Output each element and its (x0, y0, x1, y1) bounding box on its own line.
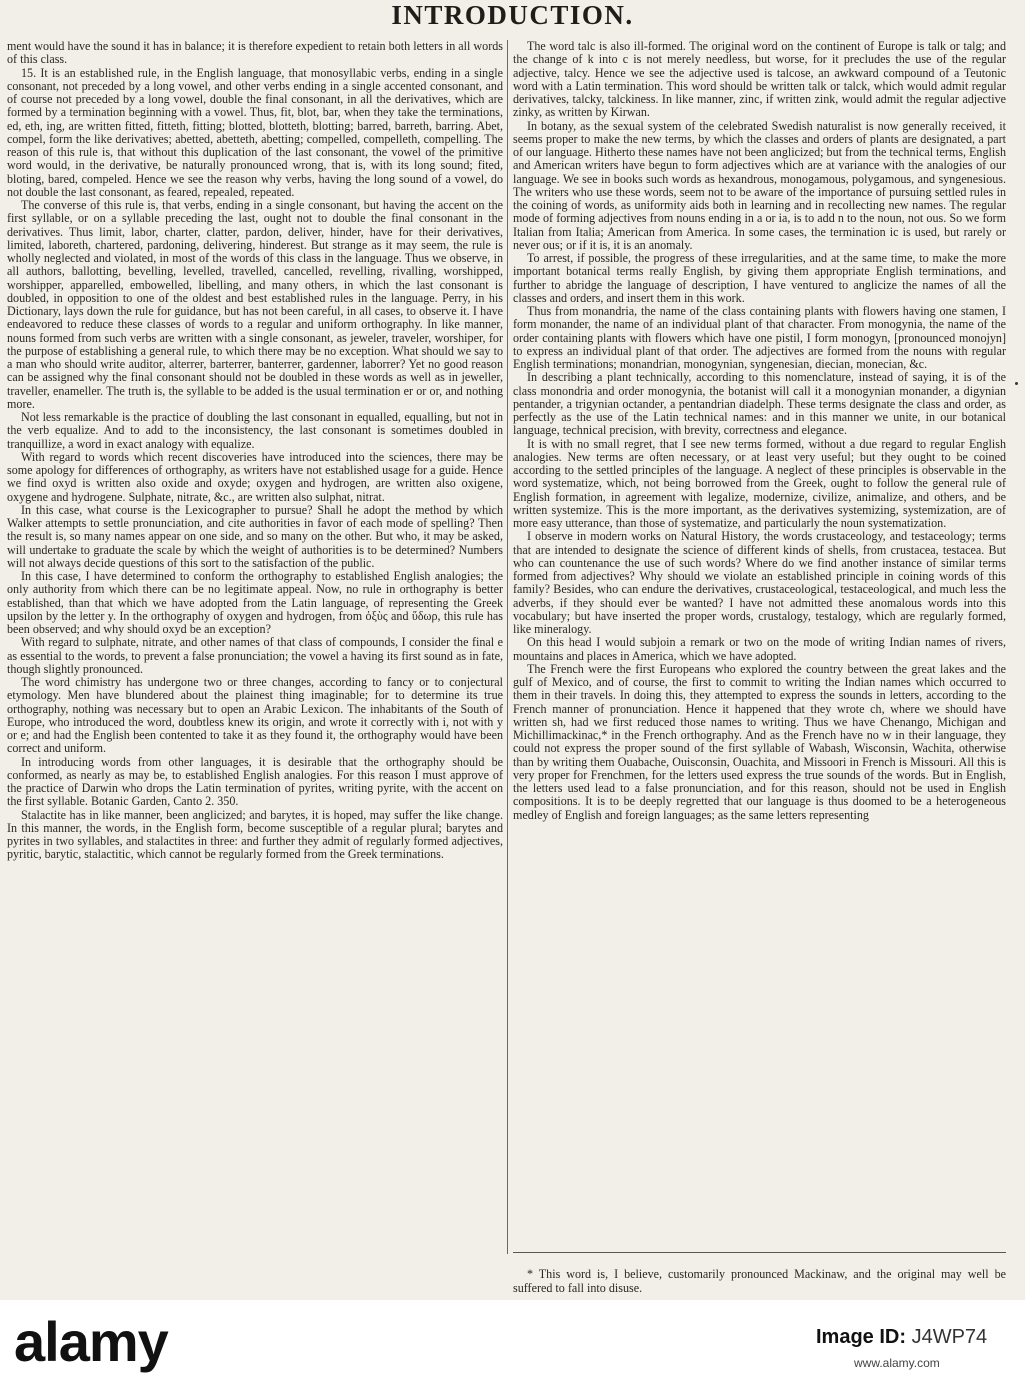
left-column (7, 40, 503, 1298)
paragraph: In this case, I have determined to conform the orthography to established English analogies; the only authority from which there can be no legitimate appeal. Now, no rule in orthography is better established, than that which we have adopted from the Latin language, of representing the Greek upsilon by the letter y. In the orthography of oxygen and hydrogen, from ὀξὺς and ὕδωρ, this rule has been observed; and why should oxyd be an exception? (7, 569, 503, 636)
right-column (513, 40, 1006, 1298)
footnote-rule (513, 1252, 1006, 1253)
paragraph: In introducing words from other languages, it is desirable that the orthography should be conformed, as nearly as may be, to established English analogies. For this reason I must approve of the practice of Darwin who drops the Latin termination of pyrites, writing pyrite, with the accent on the first syllable. Botanic Garden, Canto 2. 350. (7, 754, 503, 809)
paragraph: I observe in modern works on Natural History, the words crustaceology, and testaceology; terms that are intended to designate the science of different kinds of shells, from crustacea, testacea. But who can countenance the use of such words? Where do we find another instance of similar terms formed from adjectives? Why should we violate an established principle in coining words of this family? Besides, who can endure the derivatives, crustaceological, testaceological, and much less the adverbs, if they should ever be wanted? I have not admitted these anomalous words into this vocabulary; but have inserted the proper words, crustalogy, testalogy, which are regularly formed, like mineralogy. (513, 529, 1006, 636)
paragraph: With regard to words which recent discoveries have introduced into the sciences, there may be some apology for differences of orthography, as writers have not established usage for a guide. Hence we find oxyd is written also oxide and oxyde; oxygen and hydrogen, are written also oxigene, oxygene and hydrogene. Sulphate, nitrate, &c., are written also sulphat, nitrat. (7, 449, 503, 504)
footnote-text: * This word is, I believe, customarily pronounced Mackinaw, and the original may well be suffered to fall into disuse. (513, 1267, 1006, 1295)
paragraph: The converse of this rule is, that verbs, ending in a single consonant, but having the accent on the first syllable, or on a syllable preceding the last, ought not to double the final consonant in the derivatives. Thus limit, labor, charter, clatter, pardon, deliver, hinder, have for their derivatives, limited, laboreth, chartered, pardoning, delivering, hinderest. But strange as it may seem, the rule is wholly neglected and violated, in most of the words of this class in the language. Thus we observe, in all authors, ballotting, bevelling, levelled, travelled, cancelled, revelling, rivalling, worshipped, worshipper, apparelled, embowelled, libelling, and many others, in which the last consonant is doubled, in opposition to one of the oldest and best established rules in the language. Perry, in his Dictionary, lays down the rule for guidance, but has not been careful, in all cases, to observe it. I have endeavored to reduce these classes of words to a regular and uniform orthography. In like manner, nouns formed from such verbs are written with a single consonant, as jeweler, traveler, worshiper, for the purpose of establishing a general rule, to which there may be no exception. What should we say to a man who should write auditor, alterrer, barterrer, banterrer, gardenner, laborrer? Yet no good reason can be assigned why the final consonant should not be doubled in these words as well as in jeweller, traveller, enameller. The truth is, the syllable to be added is the usual termination er or or, and nothing more. (7, 198, 503, 411)
margin-mark (1015, 382, 1018, 385)
paragraph: On this head I would subjoin a remark or two on the mode of writing Indian names of rivers, mountains and places in America, which we have adopted. (513, 635, 1006, 663)
paragraph: The word chimistry has undergone two or three changes, according to fancy or to conjectural etymology. Men have blundered about the plainest thing imaginable; for to determine its true orthography, nothing was necessary but to open an Arabic Lexicon. The inhabitants of the South of Europe, who introduced the word, doubtless knew its origin, and wrote it correctly with i, not with y or e; and had the English been contented to take it as they found it, the orthography would have been correct and uniform. (7, 675, 503, 756)
image-id-value: J4WP74 (911, 1326, 988, 1348)
column-divider (507, 40, 508, 1254)
page-title: INTRODUCTION. (391, 0, 634, 30)
watermark-image-id (816, 1326, 987, 1348)
paragraph: It is with no small regret, that I see new terms formed, without a due regard to regular English analogies. New terms are often necessary, or at least very useful; but they ought to be coined according to the settled principles of the language. A neglect of these principles is observable in the word systematize, which, not being borrowed from the Greek, ought to follow the general rule of English formation, in agreement with legalize, modernize, civilize, animalize, and others, and be written systemize. This is the more important, as the derivatives systemizing, systemization, are of more easy utterance, than those of systematize, and particularly the noun systematization. (513, 436, 1006, 530)
paragraph: ment would have the sound it has in balance; it is therefore expedient to retain both letters in all words of this class. (7, 40, 503, 67)
paragraph: In describing a plant technically, according to this nomenclature, instead of saying, it is of the class monondria and order monogynia, the botanist will call it a monogynian monander, a digynian pentander, a trigynian octander, a pentandrian diadelph. These terms designate the class and order, as perfectly as the use of the Latin technical names: and in this manner we unite, in our botanical language, technical precision, with brevity, correctness and elegance. (513, 370, 1006, 438)
paragraph: In this case, what course is the Lexicographer to pursue? Shall he adopt the method by which Walker attempts to settle pronunciation, and cite authorities in favor of each mode of spelling? Then the result is, so many names appear on one side, and so many on the other. But who, it may be asked, will undertake to graduate the scale by which the weight of authorities is to be determined? Numbers will not always decide questions of this sort to the satisfaction of the public. (7, 502, 503, 570)
footnote (513, 1268, 1006, 1295)
paragraph: Not less remarkable is the practice of doubling the last consonant in equalled, equalling, but not in the verb equalize. And to add to the inconsistency, the last consonant is sometimes doubled in tranquillize, a word in exact analogy with equalize. (7, 410, 503, 451)
watermark-logo: alamy (14, 1310, 168, 1373)
paragraph: Stalactite has in like manner, been anglicized; and barytes, it is hoped, may suffer the like change. In this manner, the words, in the English form, become susceptible of a regular plural; barytes and pyrites in two syllables, and stalactites in three: and further they admit of regularly formed adjectives, pyritic, barytic, stalactitic, which cannot be regularly formed from the Greek terminations. (7, 807, 503, 862)
paragraph: 15. It is an established rule, in the English language, that monosyllabic verbs, ending in a single consonant, not preceded by a long vowel, and other verbs ending in a single accented consonant, and of course not preceded by a long vowel, double the final consonant, in all the derivatives, which are formed by a termination beginning with a vowel. Thus, fit, blot, bar, when they take the terminations, ed, eth, ing, are written fitted, fitteth, fitting; blotted, blotteth, blotting; barred, barreth, barring. Abet, compel, form the like derivatives; abetted, abetteth, abetting; compelled, compelleth, compelling. The reason of this rule is, that without this duplication of the last consonant, the vowel of the primitive word would, in the derivative, be naturally pronounced wrong, that is, with its long sound; fited, bloting, bared, compeled. Hence we see the reason why verbs, having the long sound of a vowel, do not double the last consonant, as feared, repealed, repeated. (7, 65, 503, 199)
image-id-label: Image ID: (816, 1326, 907, 1348)
paragraph: To arrest, if possible, the progress of these irregularities, and at the same time, to make the more important botanical terms really English, by giving them appropriate English terminations, and further to abridge the language of description, I have ventured to anglicize the names of all the classes and orders, and insert them in this work. (513, 251, 1006, 305)
paragraph: The French were the first Europeans who explored the country between the great lakes and the gulf of Mexico, and of course, the first to commit to writing the Indian names which occurred to them in their travels. In doing this, they attempted to express the sounds in letters, according to the French manner of pronunciation. Hence it happened that they wrote ch, where we should have written sh, had we first reduced those names to writing. Thus we have Chenango, Michigan and Michillimackinac,* in the French orthography. And as the French have no w in their language, they could not express the proper sound of the first syllable of Wabash, Wisconsin, Wachita, otherwise than by writing them Ouabache, Ouisconsin, Ouachita, and Missoori in French is Missouri. All this is very proper for Frenchmen, for the letters used express the true sounds of the words. But in English, the letters used lead to a false pronunciation, and for this reason, should not be used in English compositions. It is to be deeply regretted that our language is thus doomed to be a heterogeneous medley of English and foreign languages; as the same letters representing (513, 661, 1006, 822)
watermark-url: www.alamy.com (854, 1356, 940, 1370)
paragraph: In botany, as the sexual system of the celebrated Swedish naturalist is now generally received, it seems proper to make the new terms, by which the classes and orders of plants are designated, a part of our language. Hitherto these names have not been anglicized; but from the technical terms, English and American writers have begun to form adjectives which are at variance with the analogies of our language. We see in books such words as hexandrous, monogamous, polygamous, and syngenesious. The writers who use these words, seem not to be aware of the importance of pursuing settled rules in the coining of words, as uniformity aids both in learning and in recollecting new names. The regular mode of forming adjectives from nouns ending in a or ia, is to add n to the noun, not ous. So we form Italian from Italia; American from America. In some cases, the termination ic is used, but rarely or never ous; or if it is, it is an anomaly. (513, 118, 1006, 252)
paragraph: Thus from monandria, the name of the class containing plants with flowers having one stamen, I form monander, the name of an individual plant of that character. From monogynia, the name of the order containing plants with flowers which have one pistil, I form monogyn, [pronounced monojyn] to express an individual plant of that order. The adjectives are formed from the nouns with regular English terminations; monandrian, monogynian, syngenesian, diecian, monecian, &c. (513, 304, 1006, 371)
paragraph: The word talc is also ill-formed. The original word on the continent of Europe is talk or talg; and the change of k into c is not merely needless, but worse, for it precludes the use of the regular adjective, talcy. Hence we see the adjective used is talcose, an awkward compound of a Teutonic word with a Latin termination. This word should be written talk or talck, which would admit regular derivatives, talcky, talckiness. In like manner, zinc, if written zink, would admit the regular adjective zinky, as written by Kirwan. (513, 40, 1006, 120)
paragraph: With regard to sulphate, nitrate, and other names of that class of compounds, I consider the final e as essential to the words, to prevent a false pronunciation; the vowel a having its first sound as in fate, though slightly pronounced. (7, 635, 503, 676)
